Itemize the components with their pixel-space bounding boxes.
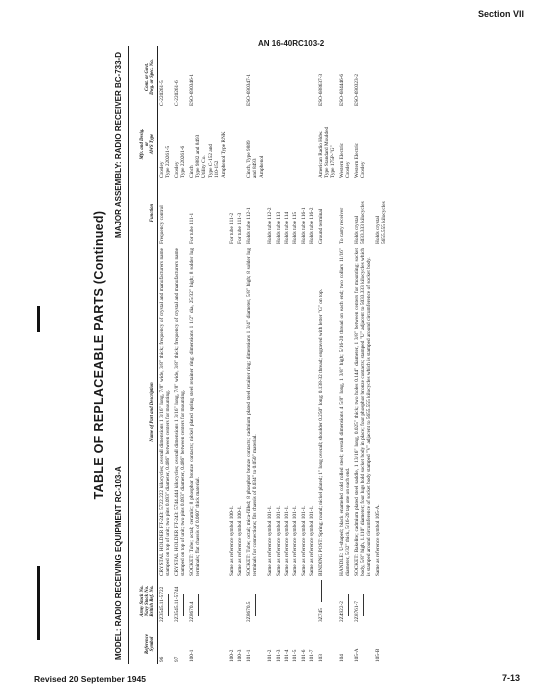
function-cell [283, 180, 291, 246]
stock-cell [236, 578, 244, 624]
function-cell [317, 180, 338, 246]
function-cell [266, 180, 274, 246]
table-body [158, 46, 389, 664]
stock-cell-text: 2Z3545.11-5722 [159, 586, 165, 622]
function-cell-text: Frequency control [159, 205, 165, 244]
description-cell [266, 246, 274, 578]
description-cell [173, 246, 188, 578]
mfr-cell [317, 108, 338, 180]
function-cell [374, 180, 389, 246]
contract-cell [266, 46, 274, 108]
description-cell-text: SOCKET: Bakelite; cadmium plated steel saddle, 1 13/16" long, 0.025" thick; two holes 0.144" diameter, 1 3/8" between centers for mounting; socket body, 5/8" high, 1.110" diameter; four lugs hold socket body in place; four phosphor bronze contacts; stamped "U" adjacent to 5033.333 kilocycles which is stamped around circumference of socket body stamped "V" adjacent to 5655.555 kilocycles which is stamped around circumference of socket body. [353, 248, 373, 576]
table-row [245, 46, 266, 664]
description-cell [275, 246, 283, 578]
table-row [300, 46, 308, 664]
ref-cell [338, 624, 353, 664]
function-cell-text: Holds tube 114 [283, 211, 290, 244]
parts-table-page [92, 46, 504, 664]
contract-cell [283, 46, 291, 108]
contract-cell [338, 46, 353, 108]
function-cell [173, 180, 188, 246]
description-cell-text: Same as reference symbol 101-1. [283, 505, 290, 576]
margin-bar [37, 566, 40, 640]
ref-cell-text: 103 [317, 654, 324, 662]
contract-cell [300, 46, 308, 108]
ref-cell-text: 101-5 [292, 649, 299, 662]
ref-cell-text: 97 [173, 656, 180, 662]
header-stock-no: Army Stock No. Navy Stock No. British Ref. No. [129, 578, 158, 624]
mfr-cell [374, 108, 389, 180]
ref-cell-text: 100-1 [188, 649, 195, 662]
ref-cell-text: 101-2 [267, 649, 274, 662]
function-cell [353, 180, 374, 246]
ref-cell [266, 624, 274, 664]
section-label: Section VII [477, 9, 524, 19]
description-cell-text: BINDING POST: Spring; round; nickel plated; 1" long overall; shoulder 0.250" long; 0.138-32 thread; engraved with letter "G" on top. [317, 288, 324, 576]
ditto-dash [321, 580, 322, 602]
table-row [338, 46, 353, 664]
mfr-cell [173, 108, 188, 180]
ref-cell [158, 624, 173, 664]
description-cell-text: Same as reference symbol 101-1. [267, 505, 274, 576]
ref-cell [173, 624, 188, 664]
stock-cell-text: 2Z8670.5 [245, 601, 252, 622]
ref-cell-text: 101-7 [309, 649, 316, 662]
mfr-cell-text: Crosley Type 220261-5 [159, 145, 172, 178]
description-cell-text: SOCKET: Tube; octal; mica-filled; 8 phosphor bronze contacts; cadmium plated steel retainer ring; dimensions 1 3/4" diameter, 5/8" high; 8 solder lug terminals for connections; fits chassis of 0.034" to 0.050" material. [245, 248, 259, 576]
contract-cell [236, 46, 244, 108]
stock-cell-text: 2Z8761-7 [353, 601, 360, 622]
stock-cell [291, 578, 299, 624]
mfr-cell [338, 108, 353, 180]
ref-cell [300, 624, 308, 664]
mfr-cell [353, 108, 374, 180]
ref-cell [374, 624, 389, 664]
function-cell-text: Holds crystal 5033.333 kilocycles [353, 201, 366, 244]
description-cell [291, 246, 299, 578]
function-cell-text: Ground terminal [317, 208, 324, 244]
description-cell [283, 246, 291, 578]
mfr-cell-text: Western Electric Crosley [338, 142, 352, 178]
header-contract-no: Cont. or Govt. Dwg. or Spec. No. [129, 46, 158, 108]
function-cell [236, 180, 244, 246]
function-cell [338, 180, 353, 246]
mfr-cell [291, 108, 299, 180]
mfr-cell-text: Western Electric Crosley [353, 142, 366, 178]
table-title: TABLE OF REPLACEABLE PARTS (Continued) [92, 210, 106, 500]
ref-cell-text: 100-2 [229, 649, 236, 662]
page-number: 7-13 [501, 673, 520, 683]
ref-cell-text: 101-6 [300, 649, 307, 662]
function-cell-text: To carry receiver [338, 207, 345, 244]
function-cell-text: For tube 111-1 [188, 212, 195, 244]
an-number: AN 16-40RC103-2 [258, 39, 325, 48]
table-row [308, 46, 316, 664]
contract-cell [308, 46, 316, 108]
function-cell [275, 180, 283, 246]
description-cell [158, 246, 173, 578]
ref-cell-text: 100-3 [237, 649, 244, 662]
function-cell [291, 180, 299, 246]
mfr-cell [283, 108, 291, 180]
revised-date: Revised 20 September 1945 [34, 674, 146, 684]
contract-cell [291, 46, 299, 108]
ditto-dash [183, 594, 184, 616]
ditto-dash [363, 594, 364, 616]
description-cell-text: CRYSTAL HOLDER FT-243: 5744.444 kilocycles; overall dimensions 1 3/16" long, 7/8" wide, 3/8" thick; frequency of crystal and manufacturers name stamped on top of unit; two pins 0.093" diameter, 0.486" between centers for mounting. [173, 248, 187, 576]
description-cell-text: Same as reference symbol 101-1. [275, 505, 282, 576]
header-name-description: Name of Part and Description [129, 246, 158, 578]
description-cell [236, 246, 244, 578]
stock-cell [317, 578, 338, 624]
header-function: Function [129, 180, 158, 246]
header-mfr-desig: Mfr. and Desig. or AWS Type [129, 108, 158, 180]
function-cell-text: Holds tube 112-2 [267, 207, 274, 244]
ref-cell-text: 101-3 [275, 649, 282, 662]
mfr-cell [300, 108, 308, 180]
contract-cell-text: ESO-688637-3 [317, 73, 324, 106]
description-cell [308, 246, 316, 578]
stock-cell [173, 578, 188, 624]
table-row [228, 46, 236, 664]
function-cell [158, 180, 173, 246]
table-row [283, 46, 291, 664]
contract-cell [353, 46, 374, 108]
function-cell-text: Holds tube 113 [275, 211, 282, 244]
function-cell-text: Holds crystal 5655.555 kilocycles [374, 201, 388, 244]
description-cell [300, 246, 308, 578]
ref-cell [228, 624, 236, 664]
contract-cell-text: C-220261-6 [173, 80, 180, 106]
description-cell-text: Same as reference symbol 101-1. [300, 505, 307, 576]
description-cell [338, 246, 353, 578]
stock-cell [374, 578, 389, 624]
ditto-dash [198, 594, 199, 616]
stock-cell-text: 2Z4922-2 [338, 601, 345, 622]
mfr-cell [245, 108, 266, 180]
description-cell-text: CRYSTAL HOLDER FT-243: 5722.222 kilocycles; overall dimensions 1 3/16" long, 7/8" wide, 3/8" thick; frequency of crystal and manufacturers name stamped on top of unit; two pins 0.093" diameter, 0.486" between centers for mounting. [159, 248, 172, 576]
margin-bar [37, 306, 40, 332]
ref-cell [236, 624, 244, 664]
ref-cell-text: 101-1 [245, 649, 252, 662]
table-row [158, 46, 173, 664]
ref-cell-text: 105-B [374, 648, 381, 662]
ditto-dash [255, 594, 256, 616]
function-cell-text: For tube 111-3 [237, 212, 244, 244]
function-cell-text: Holds tube 116-2 [309, 207, 316, 244]
table-row [374, 46, 389, 664]
description-cell [353, 246, 374, 578]
function-cell [300, 180, 308, 246]
table-header-row [129, 46, 158, 664]
description-cell [374, 246, 389, 578]
contract-cell-text: ESO-690346-1 [188, 73, 195, 106]
contract-cell [245, 46, 266, 108]
mfr-cell [308, 108, 316, 180]
description-cell [245, 246, 266, 578]
description-cell [228, 246, 236, 578]
description-cell-text: HANDLE: U-shaped; black enameled cold rolled steel; overall dimensions 4 5/8" long, 1 3/8" high; 5/16-20 thread on each end; two collars 11/16" diameter, 5/32" thick, 5/16-20 tap one on each end. [338, 248, 352, 576]
ref-cell-text: 96 [159, 656, 165, 662]
mfr-cell [158, 108, 173, 180]
ref-cell [353, 624, 374, 664]
description-cell-text: SOCKET: Tube; octal; ceramic; 8 phosphor bronze contacts; nickel plated spring steel retainer ring; dimensions 1 1/2" dia, 25/32" high; 8 solder lug terminals; flat chassis of 0.060" thick material. [188, 248, 202, 576]
stock-cell [188, 578, 228, 624]
description-cell-text: Same as reference symbol 100-1. [237, 505, 244, 576]
major-assembly-line: MAJOR ASSEMBLY: RADIO RECEIVER BC-733-D [114, 52, 123, 238]
description-cell-text: Same as reference symbol 105-A. [374, 504, 381, 576]
contract-cell [228, 46, 236, 108]
ref-cell [275, 624, 283, 664]
function-cell [245, 180, 266, 246]
mfr-cell-text: Crosley Type 220261-6 [173, 145, 187, 178]
table-row [173, 46, 188, 664]
contract-cell [374, 46, 389, 108]
stock-cell [158, 578, 173, 624]
function-cell [188, 180, 228, 246]
ditto-dash [348, 594, 349, 616]
contract-cell [275, 46, 283, 108]
contract-cell [158, 46, 173, 108]
stock-cell [300, 578, 308, 624]
contract-cell-text: ESO-690347-1 [245, 73, 252, 106]
function-cell [228, 180, 236, 246]
mfr-cell [266, 108, 274, 180]
contract-cell-text: ESO-690323-2 [353, 73, 360, 106]
ref-cell-text: 101-4 [283, 649, 290, 662]
stock-cell [245, 578, 266, 624]
stock-cell [338, 578, 353, 624]
ref-cell [308, 624, 316, 664]
mfr-cell [236, 108, 244, 180]
replaceable-parts-table [128, 46, 389, 664]
stock-cell-text: 2Z8670.4 [188, 601, 195, 622]
model-line: MODEL: RADIO RECEIVING EQUIPMENT RC-103-A [114, 466, 123, 660]
contract-cell [188, 46, 228, 108]
stock-cell [228, 578, 236, 624]
stock-cell [308, 578, 316, 624]
stock-cell [266, 578, 274, 624]
stock-cell-text: 3Z745 [317, 608, 324, 622]
table-row [236, 46, 244, 664]
mfr-cell [188, 108, 228, 180]
table-row [266, 46, 274, 664]
function-cell [308, 180, 316, 246]
contract-cell [173, 46, 188, 108]
ref-cell [245, 624, 266, 664]
table-row [317, 46, 338, 664]
description-cell [188, 246, 228, 578]
mfr-cell-text: Cinch Type 9882 and 8493 Utility Co. Type C-152 and 110-152 Amphenol Type RNK [188, 131, 227, 178]
ref-cell [291, 624, 299, 664]
description-cell-text: Same as reference symbol 100-1. [229, 505, 236, 576]
ref-cell [317, 624, 338, 664]
description-cell [317, 246, 338, 578]
ref-cell-text: 104 [338, 654, 345, 662]
mfr-cell-text: American Radio Hdw. Type Standard Moulded Type 175P-"G" [317, 126, 337, 178]
stock-cell [275, 578, 283, 624]
description-cell-text: Same as reference symbol 101-1. [292, 505, 299, 576]
table-row [188, 46, 228, 664]
ref-cell [188, 624, 228, 664]
ditto-dash [168, 594, 169, 616]
mfr-cell [228, 108, 236, 180]
ref-cell [283, 624, 291, 664]
mfr-cell [275, 108, 283, 180]
ref-cell-text: 105-A [353, 648, 360, 662]
stock-cell [283, 578, 291, 624]
contract-cell [317, 46, 338, 108]
function-cell-text: Holds tube 116-1 [300, 207, 307, 244]
stock-cell [353, 578, 374, 624]
mfr-cell-text: Cinch, Type 9889 and 8493 Amphenol [245, 140, 265, 178]
function-cell-text: Holds tube 115 [292, 211, 299, 244]
stock-cell-text: 2Z3545.11-5744 [173, 586, 180, 622]
table-row [291, 46, 299, 664]
function-cell-text: Holds tube 112-1 [245, 207, 252, 244]
contract-cell-text: C-220261-5 [159, 80, 165, 106]
description-cell-text: Same as reference symbol 101-1. [309, 505, 316, 576]
table-row [353, 46, 374, 664]
header-ref-symbol: Reference Symbol [129, 624, 158, 664]
contract-cell-text: ESO-684446-6 [338, 73, 345, 106]
table-row [275, 46, 283, 664]
function-cell-text: For tube 111-2 [229, 212, 236, 244]
